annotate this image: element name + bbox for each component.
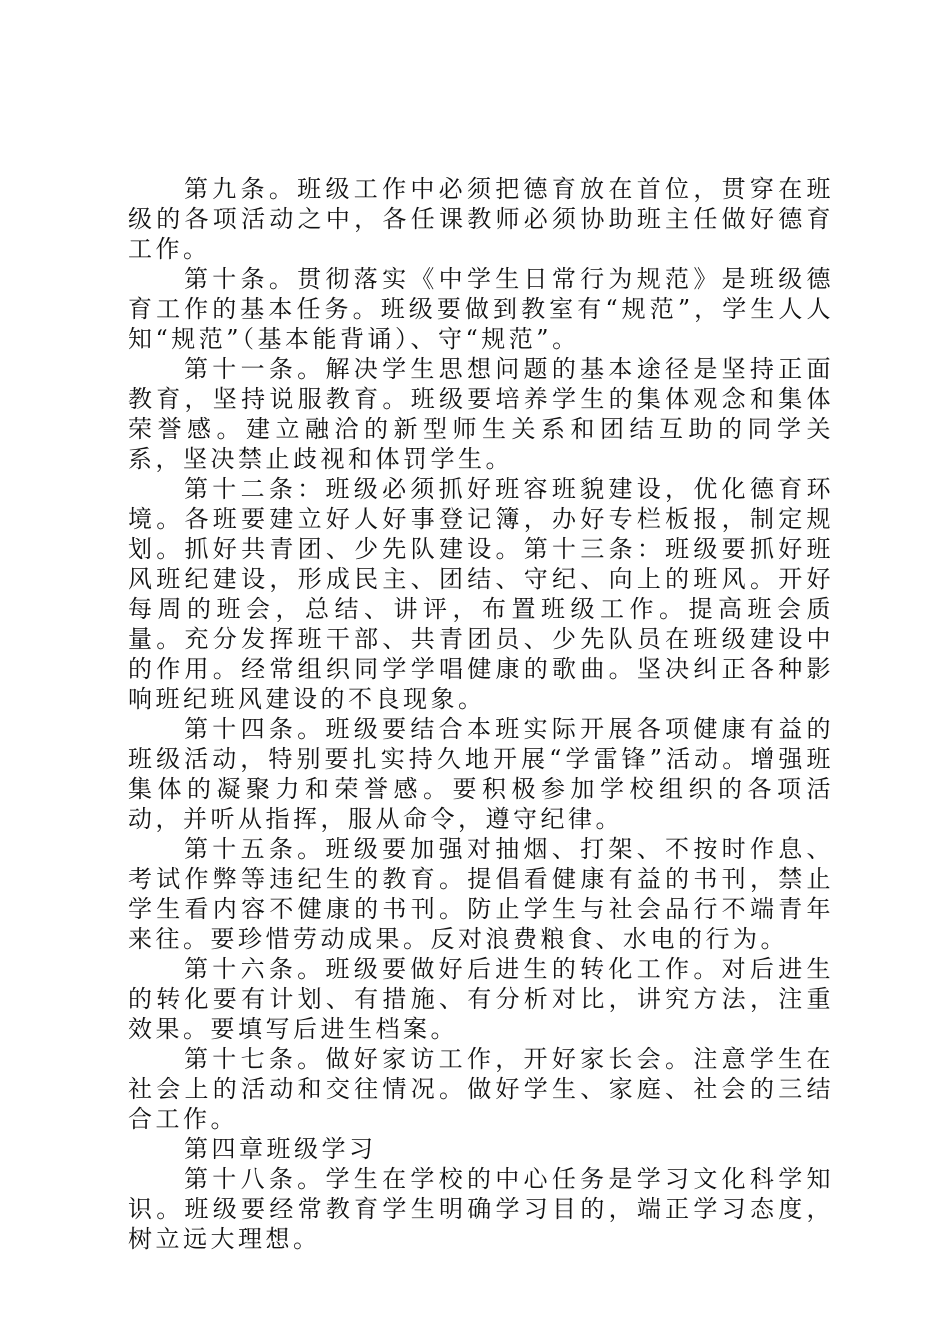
- article-14-paragraph: 第十四条。班级要结合本班实际开展各项健康有益的班级活动，特别要扎实持久地开展“学雷锋”活动。增强班集体的凝聚力和荣誉感。要积极参加学校组织的各项活动，并听从指挥，服从命令，遵守纪律。: [128, 715, 834, 833]
- document-body: [128, 174, 834, 1254]
- article-12-13-paragraph: 第十二条：班级必须抓好班容班貌建设，优化德育环境。各班要建立好人好事登记簿，办好专栏板报，制定规划。抓好共青团、少先队建设。第十三条：班级要抓好班风班纪建设，形成民主、团结、守纪、向上的班风。开好每周的班会，总结、讲评，布置班级工作。提高班会质量。充分发挥班干部、共青团员、少先队员在班级建设中的作用。经常组织同学学唱健康的歌曲。坚决纠正各种影响班纪班风建设的不良现象。: [128, 475, 834, 713]
- article-11-paragraph: 第十一条。解决学生思想问题的基本途径是坚持正面教育，坚持说服教育。班级要培养学生的集体观念和集体荣誉感。建立融洽的新型师生关系和团结互助的同学关系，坚决禁止歧视和体罚学生。: [128, 355, 834, 473]
- article-18-paragraph: 第十八条。学生在学校的中心任务是学习文化科学知识。班级要经常教育学生明确学习目的，端正学习态度，树立远大理想。: [128, 1165, 834, 1253]
- article-15-paragraph: 第十五条。班级要加强对抽烟、打架、不按时作息、考试作弊等违纪生的教育。提倡看健康有益的书刊，禁止学生看内容不健康的书刊。防止学生与社会品行不端青年来往。要珍惜劳动成果。反对浪费粮食、水电的行为。: [128, 835, 834, 953]
- article-17-paragraph: 第十七条。做好家访工作，开好家长会。注意学生在社会上的活动和交往情况。做好学生、家庭、社会的三结合工作。: [128, 1045, 834, 1133]
- article-10-paragraph: 第十条。贯彻落实《中学生日常行为规范》是班级德育工作的基本任务。班级要做到教室有“规范”，学生人人知“规范”（基本能背诵）、守“规范”。: [128, 265, 834, 353]
- article-16-paragraph: 第十六条。班级要做好后进生的转化工作。对后进生的转化要有计划、有措施、有分析对比，讲究方法，注重效果。要填写后进生档案。: [128, 955, 834, 1043]
- chapter-4-heading: 第四章班级学习: [184, 1135, 377, 1163]
- article-9-paragraph: 第九条。班级工作中必须把德育放在首位，贯穿在班级的各项活动之中，各任课教师必须协助班主任做好德育工作。: [128, 175, 834, 263]
